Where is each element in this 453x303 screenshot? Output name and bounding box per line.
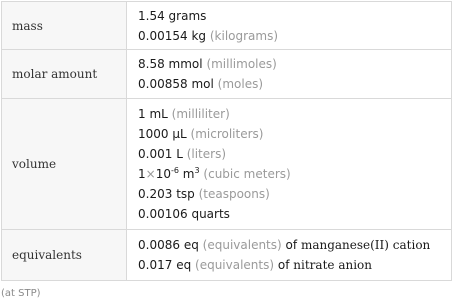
row-value-molar-amount [127, 50, 452, 99]
value-unit: m [182, 167, 195, 181]
table-row-equivalents [2, 230, 452, 281]
unit-exponent: 3 [194, 166, 200, 175]
substance-name: nitrate anion [293, 258, 372, 272]
row-value-equivalents [127, 230, 452, 281]
value-unit: mol [191, 77, 214, 91]
value-number: 0.00858 [138, 77, 188, 91]
value-unit: eq [183, 238, 199, 252]
value-number: 1 [138, 107, 146, 121]
value-number: 0.001 [138, 147, 173, 161]
table-row-mass [2, 2, 452, 50]
value-unit: L [176, 147, 183, 161]
row-label-mass: mass [2, 2, 127, 50]
value-line [138, 144, 451, 164]
of-word: of [277, 258, 290, 272]
value-exponent: -6 [170, 166, 179, 175]
times-sign: × [145, 167, 156, 181]
value-line [138, 104, 451, 124]
value-number: 8.58 [138, 57, 165, 71]
value-line [138, 124, 451, 144]
row-label-equivalents: equivalents [2, 230, 127, 281]
properties-table [1, 1, 452, 281]
row-label-molar-amount: molar amount [2, 50, 127, 99]
value-number: 0.203 [138, 187, 173, 201]
value-line [138, 54, 451, 74]
value-line [138, 255, 451, 275]
value-line [138, 26, 451, 46]
value-unit: grams [168, 8, 207, 23]
unit-note: (cubic meters) [203, 167, 291, 181]
value-line [138, 6, 451, 26]
value-line [138, 184, 451, 204]
value-unit: quarts [191, 207, 230, 221]
substance-name: manganese(II) cation [300, 238, 431, 252]
unit-note: (microliters) [190, 127, 264, 141]
of-word: of [285, 238, 298, 252]
unit-note: (milliliter) [171, 107, 230, 121]
row-value-volume [127, 99, 452, 230]
value-unit: eq [176, 258, 192, 272]
value-line [138, 204, 451, 224]
unit-note: (equivalents) [195, 258, 275, 272]
unit-note: (millimoles) [206, 57, 277, 71]
value-line [138, 235, 451, 255]
unit-note: (liters) [186, 147, 227, 161]
row-label-volume: volume [2, 99, 127, 230]
unit-note: (equivalents) [202, 238, 282, 252]
value-base: 10 [155, 167, 171, 181]
table-row-volume [2, 99, 452, 230]
unit-note: (kilograms) [209, 28, 279, 43]
value-unit: kg [191, 28, 207, 43]
table-row-molar-amount [2, 50, 452, 99]
value-unit: tsp [176, 187, 195, 201]
value-number: 1.54 [138, 8, 165, 23]
value-number: 0.00106 [138, 207, 188, 221]
value-unit: mmol [168, 57, 203, 71]
footnote: (at STP) [1, 288, 41, 299]
row-value-mass [127, 2, 452, 50]
value-unit: µL [172, 127, 187, 141]
value-mantissa: 1 [138, 167, 146, 181]
value-number: 0.00154 [138, 28, 188, 43]
value-line [138, 74, 451, 94]
value-line [138, 164, 451, 184]
value-unit: mL [149, 107, 168, 121]
value-number: 1000 [138, 127, 169, 141]
value-number: 0.017 [138, 258, 173, 272]
unit-note: (teaspoons) [198, 187, 270, 201]
value-number: 0.0086 [138, 238, 180, 252]
unit-note: (moles) [217, 77, 264, 91]
